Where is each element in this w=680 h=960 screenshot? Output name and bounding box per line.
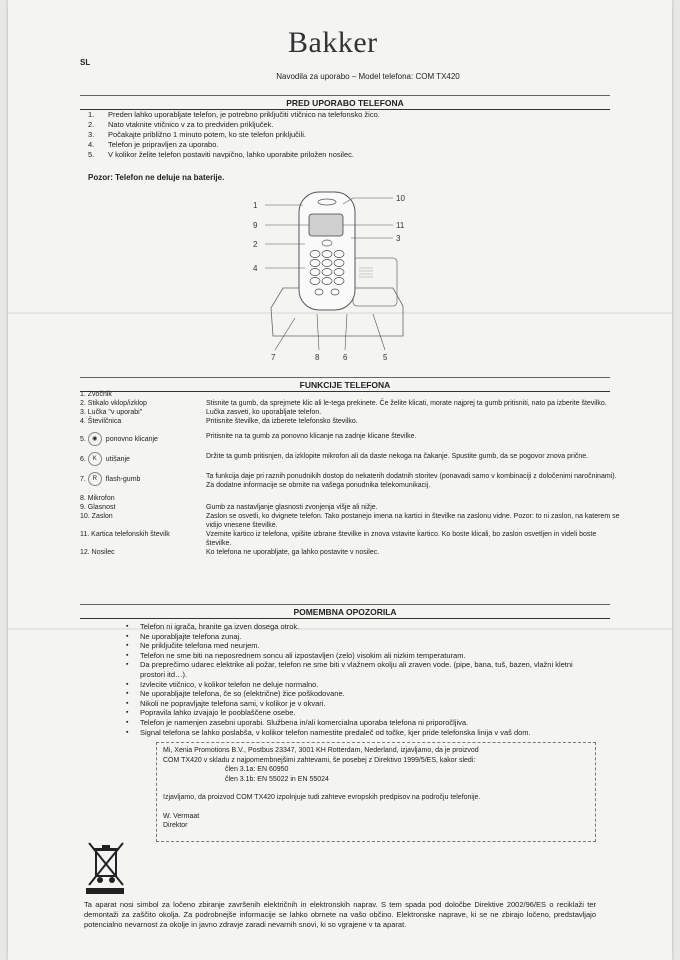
callout-2: 2 xyxy=(253,240,258,249)
list-item: ▪ Ne uporabljajte telefona, če so (električne) žice poškodovane. xyxy=(126,689,596,699)
table-row: 3. Lučka "v uporabi" Lučka zasveti, ko uporabljate telefon. xyxy=(80,409,322,416)
list-item: 3. Počakajte približno 1 minuto potem, ko ste telefon priključili. xyxy=(88,130,307,139)
list-item: ▪ Nikoli ne popravljajte telefona sami, v kolikor je v okvari. xyxy=(126,699,596,709)
list-item: ▪ Popravila lahko izvajajo le pooblaščene osebe. xyxy=(126,708,596,718)
table-row: 2. Stikalo vklop/izklop Stisnite ta gumb, da sprejmete klic ali le-tega prekinete. Če želite klicati, morate najprej ta gumb pritisniti, nato pa izberite številko. xyxy=(80,400,607,407)
phone-diagram xyxy=(243,188,423,368)
redial-icon: ◉ xyxy=(88,432,102,446)
callout-3: 3 xyxy=(396,234,401,243)
table-row: 1. Zvočnik xyxy=(80,391,112,398)
callout-10: 10 xyxy=(396,194,405,203)
callout-9: 9 xyxy=(253,221,258,230)
setup-steps xyxy=(88,110,608,160)
list-item: ▪ Ne priključite telefona med neurjem. xyxy=(126,641,596,651)
list-item: ▪ Da preprečimo udarec elektrike ali požar, telefon ne sme biti v vlažnem okolju ali zraven vode. (pipe, bana, tuš, bazen, vlažni kletni prostori itd…). xyxy=(126,660,596,679)
table-row: 10. Zaslon Zaslon se osvetli, ko dvignete telefon. Tako postanejo imena na kartici in številke na zaslonu vidne. Pozor: to ni zaslon, na katerem se vidijo vnesene številke. xyxy=(80,513,620,529)
document-subtitle: Navodila za uporabo – Model telefona: COM TX420 xyxy=(276,72,460,81)
table-row: 12. Nosilec Ko telefona ne uporabljate, ga lahko postavite v nosilec. xyxy=(80,549,380,556)
list-item: ▪ Signal telefona se lahko poslabša, v kolikor telefon namestite predaleč od točke, kjer pride telefonska linija v vaš dom. xyxy=(126,728,596,738)
flash-icon: R xyxy=(88,472,102,486)
table-row: 4. Številčnica Pritisnite številke, da izberete telefonsko številko. xyxy=(80,418,358,425)
callout-7: 7 xyxy=(271,353,276,362)
table-row: 7. R flash-gumb Ta funkcija daje pri raznih ponudnikih dostop do nekaterih dodatnih storitev (ponavadi samo v kombinaciji z določenimi naročninami). Za dodatne informacije se obrnite na vašega ponudnika telekomunikacij. xyxy=(80,473,617,489)
table-row: 9. Glasnost Gumb za nastavljanje glasnosti zvonjenja višje ali nižje. xyxy=(80,504,378,511)
section-heading-warnings: POMEMBNA OPOZORILA xyxy=(80,607,610,619)
weee-bin-icon xyxy=(86,840,126,890)
table-row: 5. ◉ ponovno klicanje Pritisnite na ta gumb za ponovno klicanje na zadnje klicane številke. xyxy=(80,432,620,446)
table-row: 6. K utišanje Držite ta gumb pritisnjen, da izklopite mikrofon ali da daste nekoga na čakanje. Spustite gumb, da se pogovor znova prične. xyxy=(80,452,620,466)
callout-8: 8 xyxy=(315,353,320,362)
instruction-sheet xyxy=(8,0,672,960)
weee-bar xyxy=(86,888,124,894)
list-item: ▪ Izvlecite vtičnico, v kolikor telefon ne deluje normalno. xyxy=(126,680,596,690)
callout-6: 6 xyxy=(343,353,348,362)
list-item: ▪ Telefon je namenjen zasebni uporabi. Službena in/ali komercialna uporaba telefona ni priporočljiva. xyxy=(126,718,596,728)
list-item: 1. Preden lahko uporabljate telefon, je potrebno priključiti vtičnico na telefonsko žico. xyxy=(88,110,380,119)
signer-role: Direktor xyxy=(163,822,188,829)
table-row: 11. Kartica telefonskih številk Vzemite kartico iz telefona, vpišite izbrane številke in znova vstavite kartico. Ko boste klicali, bo zaslon osvetljen in videli boste številke. xyxy=(80,531,597,547)
recycling-notice: Ta aparat nosi simbol za ločeno zbiranje završenih električnih in elektronskih naprav. S tem spada pod določbe Direktive 2002/96/ES o reciklaži ter demontaži za zaščito okolja. Za podrobnejše informacije se lahko obrnete na vašo občino. Elektronske naprave, ki se ne zbirajo ločeno, predstavljajo potencialno nevarnost za okolje in javno zdravje zaradi nevarnih snovi, ki so vgrajene v ta aparat. xyxy=(84,900,596,929)
list-item: ▪ Telefon ne sme biti na neposrednem soncu ali izpostavljen (zelo) visokim ali nizkim temperaturam. xyxy=(126,651,596,661)
signer-name: W. Vermaat xyxy=(163,812,200,820)
list-item: ▪ Telefon ni igrača, hranite ga izven dosega otrok. xyxy=(126,622,596,632)
callout-5: 5 xyxy=(383,353,388,362)
list-item: 5. V kolikor želite telefon postaviti navpično, lahko uporabite priložen nosilec. xyxy=(88,150,354,159)
functions-table xyxy=(80,390,620,557)
table-row: 8. Mikrofon xyxy=(80,495,115,502)
section-heading-before-use: PRED UPORABO TELEFONA xyxy=(80,98,610,110)
section-heading-functions: FUNKCIJE TELEFONA xyxy=(80,380,610,392)
list-item: ▪ Ne uporabljajte telefona zunaj. xyxy=(126,632,596,642)
callout-11: 11 xyxy=(396,221,405,230)
language-code: SL xyxy=(80,58,91,67)
brand-logo: Bakker xyxy=(288,26,378,59)
list-item: 2. Nato vtaknite vtičnico v za to predviden priključek. xyxy=(88,120,274,129)
warning-list xyxy=(126,622,596,737)
callout-4: 4 xyxy=(253,264,258,273)
conformity-declaration: Mi, Xenia Promotions B.V., Postbus 23347, 3001 KH Rotterdam, Nederland, izjavljamo, da je proizvod COM TX420 v skladu z najpomembnejšimi zahtevami, še posebej z Direktivo 1999/5/ES, kakor sledi: člen 3.1a: EN 60950 člen 3.1b: EN 55022 in EN 55024 Izjavljamo, da proizvod COM TX420 izpolnjuje tudi zahteve evropskih predpisov na področju telefonije. W. Vermaat Direktor xyxy=(156,742,596,842)
mute-icon: K xyxy=(88,452,102,466)
callout-1: 1 xyxy=(253,201,258,210)
list-item: 4. Telefon je pripravljen za uporabo. xyxy=(88,140,219,149)
battery-warning: Pozor: Telefon ne deluje na baterije. xyxy=(88,173,225,182)
